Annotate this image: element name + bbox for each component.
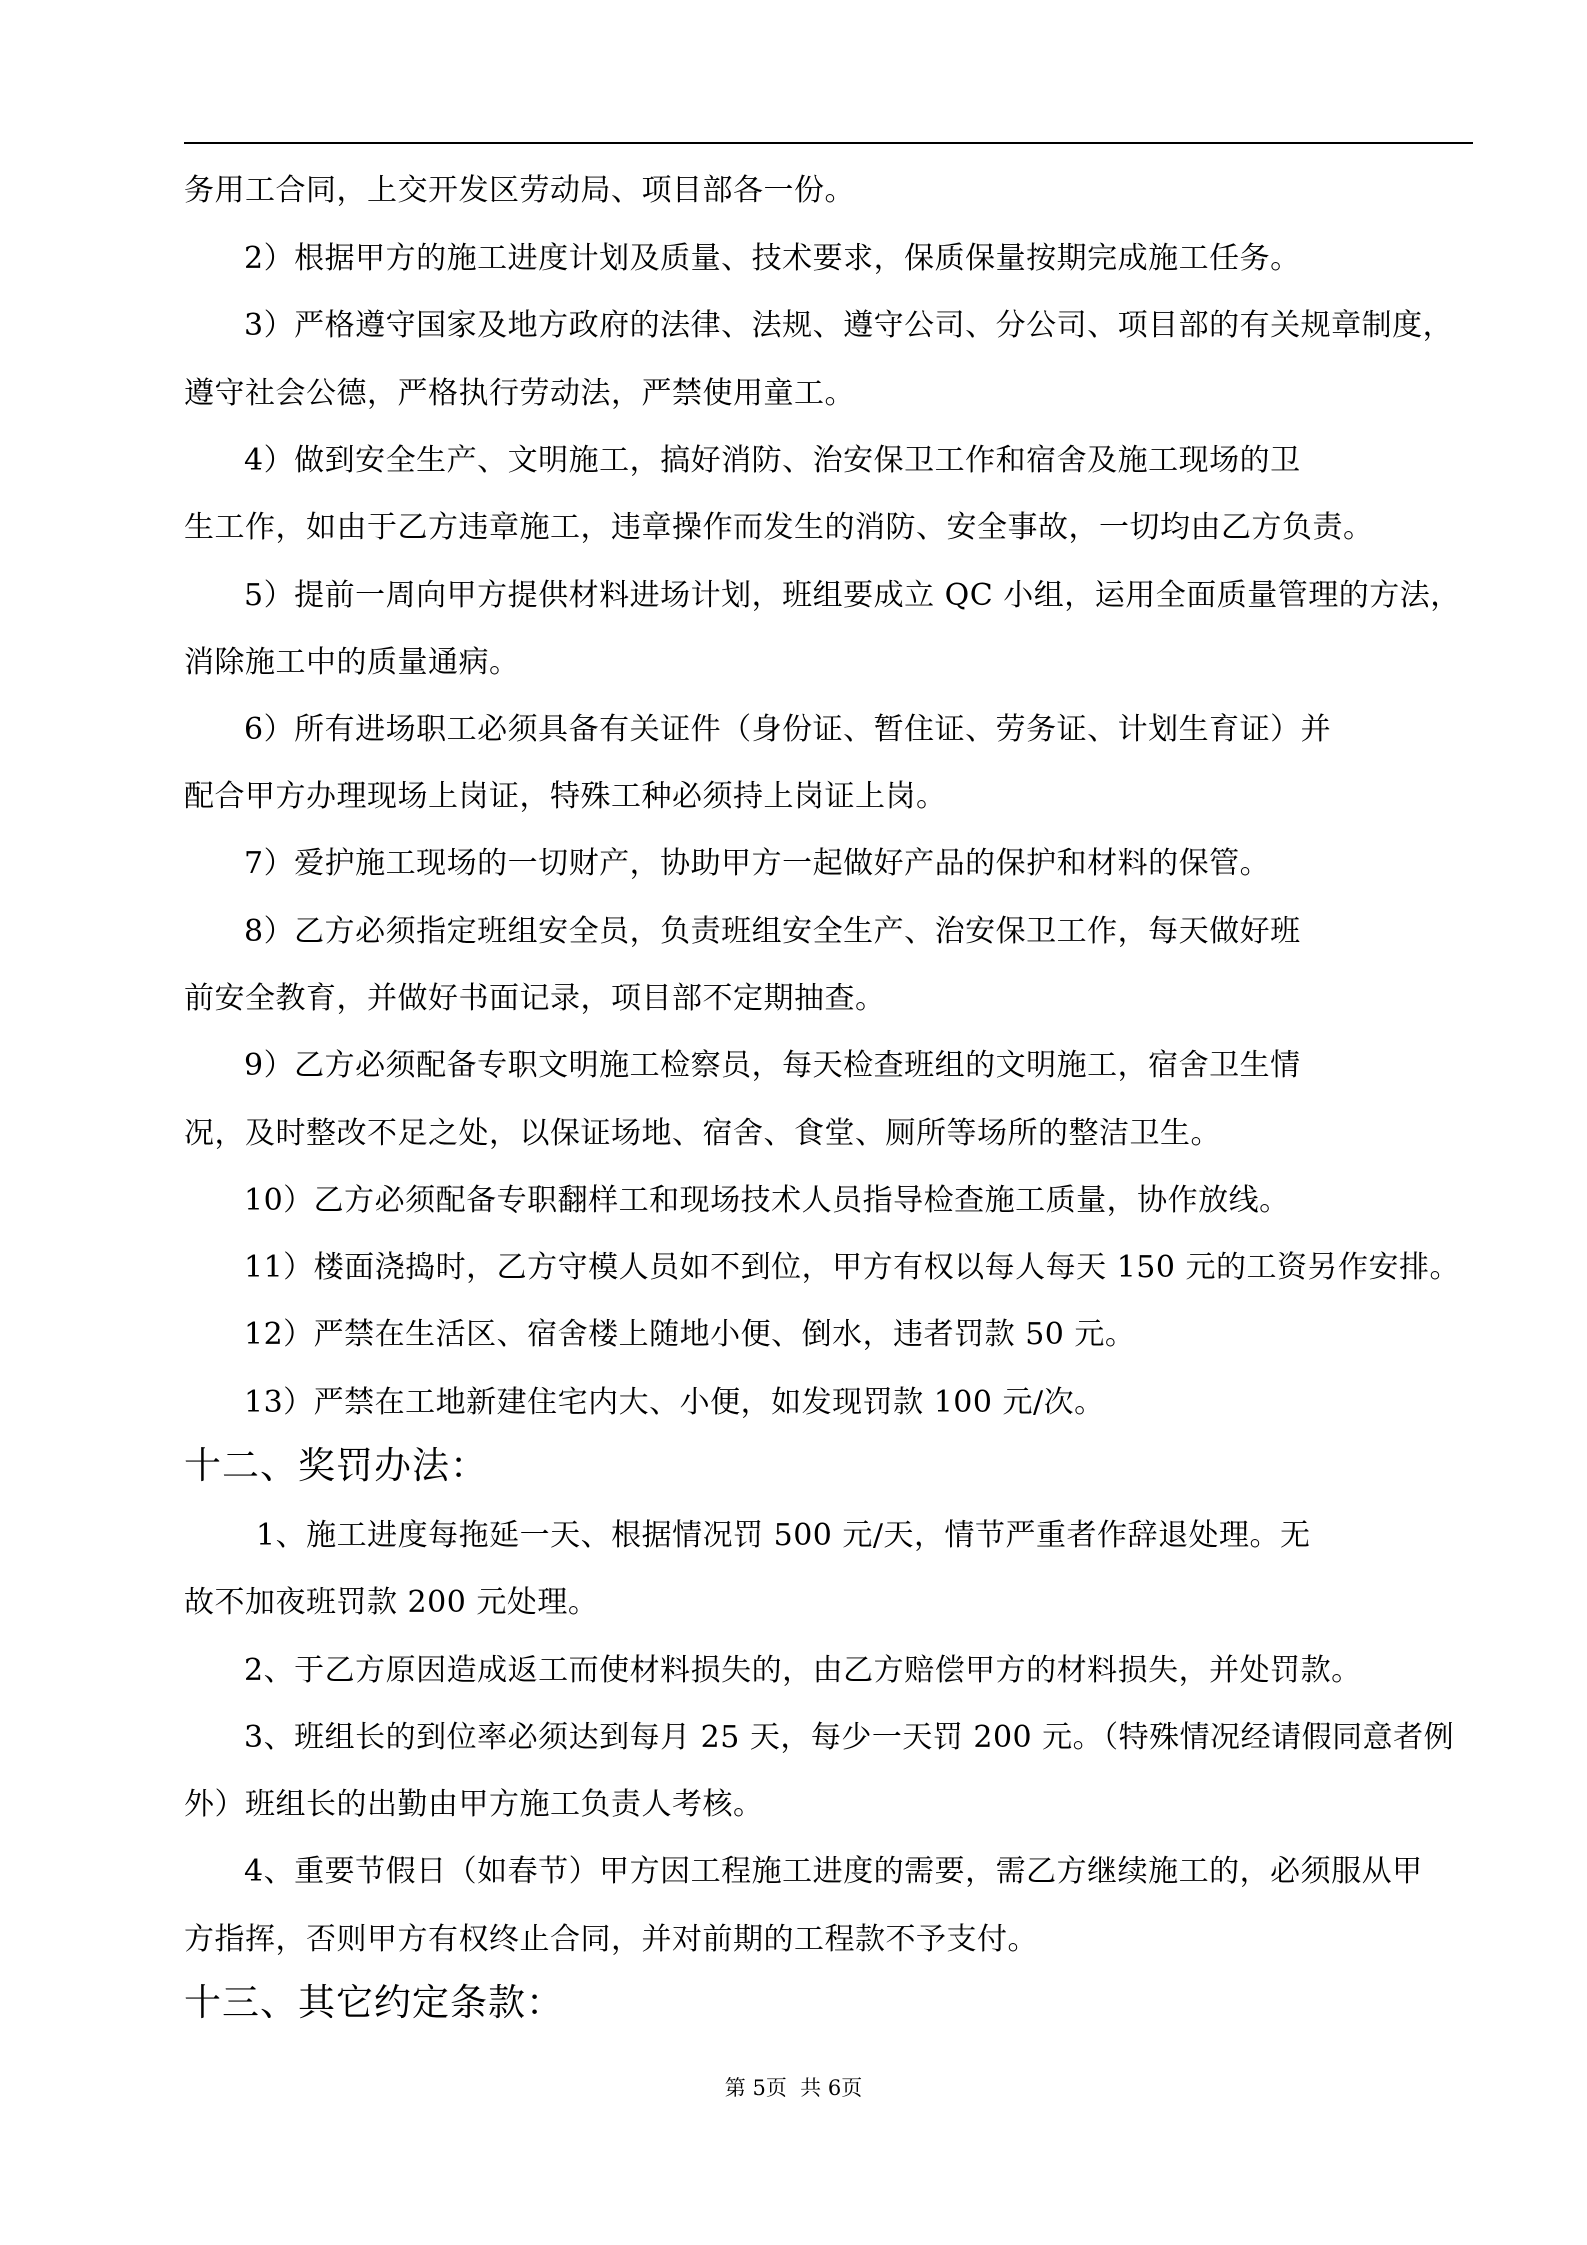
- text-line: 前安全教育，并做好书面记录，项目部不定期抽查。: [184, 981, 886, 1016]
- text-line: 11）楼面浇捣时，乙方守模人员如不到位，甲方有权以每人每天 150 元的工资另作安排。: [244, 1250, 1461, 1285]
- text-line: 6）所有进场职工必须具备有关证件（身份证、暂住证、劳务证、计划生育证）并: [244, 712, 1332, 747]
- text-line: 1、施工进度每拖延一天、根据情况罚 500 元/天，情节严重者作辞退处理。无: [256, 1518, 1311, 1553]
- text-line: 4、重要节假日（如春节）甲方因工程施工进度的需要，需乙方继续施工的，必须服从甲: [244, 1854, 1423, 1889]
- section-heading: 十二、奖罚办法：: [184, 1444, 488, 1487]
- text-line: 9）乙方必须配备专职文明施工检察员，每天检查班组的文明施工，宿舍卫生情: [244, 1048, 1301, 1083]
- text-line: 外）班组长的出勤由甲方施工负责人考核。: [184, 1787, 764, 1822]
- text-line: 3、班组长的到位率必须达到每月 25 天，每少一天罚 200 元。（特殊情况经请假同意者例: [244, 1720, 1455, 1755]
- page-number: 第 5页 共 6页: [724, 2076, 863, 2100]
- text-line: 2、于乙方原因造成返工而使材料损失的，由乙方赔偿甲方的材料损失，并处罚款。: [244, 1653, 1362, 1688]
- text-line: 2）根据甲方的施工进度计划及质量、技术要求，保质保量按期完成施工任务。: [244, 241, 1301, 276]
- text-line: 4）做到安全生产、文明施工，搞好消防、治安保卫工作和宿舍及施工现场的卫: [244, 443, 1301, 478]
- text-line: 方指挥，否则甲方有权终止合同，并对前期的工程款不予支付。: [184, 1922, 1038, 1957]
- text-line: 况，及时整改不足之处，以保证场地、宿舍、食堂、厕所等场所的整洁卫生。: [184, 1116, 1221, 1151]
- text-line: 3）严格遵守国家及地方政府的法律、法规、遵守公司、分公司、项目部的有关规章制度，: [244, 308, 1454, 343]
- text-line: 务用工合同，上交开发区劳动局、项目部各一份。: [184, 173, 855, 208]
- section-heading: 十三、其它约定条款：: [184, 1981, 564, 2024]
- text-line: 消除施工中的质量通病。: [184, 645, 520, 680]
- text-line: 配合甲方办理现场上岗证，特殊工种必须持上岗证上岗。: [184, 779, 947, 814]
- text-line: 7）爱护施工现场的一切财产，协助甲方一起做好产品的保护和材料的保管。: [244, 846, 1271, 881]
- text-line: 遵守社会公德，严格执行劳动法，严禁使用童工。: [184, 376, 855, 411]
- header-rule: [184, 142, 1473, 144]
- text-line: 故不加夜班罚款 200 元处理。: [184, 1585, 599, 1620]
- text-line: 8）乙方必须指定班组安全员，负责班组安全生产、治安保卫工作，每天做好班: [244, 914, 1301, 949]
- text-line: 13）严禁在工地新建住宅内大、小便，如发现罚款 100 元/次。: [244, 1385, 1105, 1420]
- text-line: 生工作，如由于乙方违章施工，违章操作而发生的消防、安全事故，一切均由乙方负责。: [184, 510, 1374, 545]
- text-line: 12）严禁在生活区、宿舍楼上随地小便、倒水，违者罚款 50 元。: [244, 1317, 1136, 1352]
- text-line: 10）乙方必须配备专职翻样工和现场技术人员指导检查施工质量，协作放线。: [244, 1183, 1290, 1218]
- text-line: 5）提前一周向甲方提供材料进场计划，班组要成立 QC 小组，运用全面质量管理的方法，: [244, 578, 1461, 613]
